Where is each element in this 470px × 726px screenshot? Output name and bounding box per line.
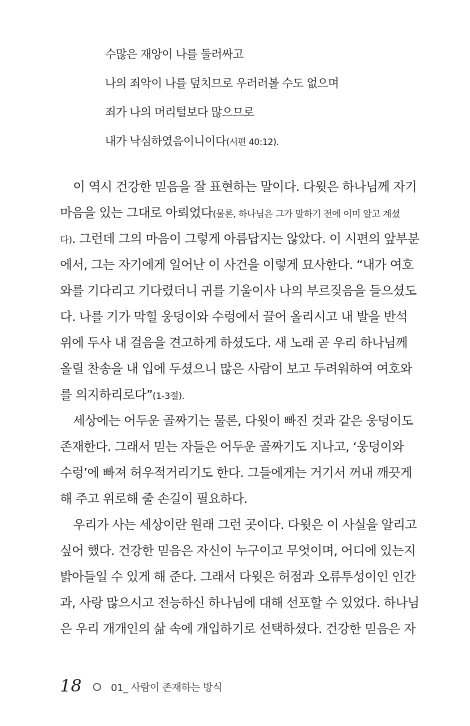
text-line: 밝아들일 수 있게 해 준다. 그래서 다윗은 허점과 오류투성이인 인간 <box>60 569 416 584</box>
quote-line: 죄가 나의 머리털보다 많으므로 <box>105 105 254 119</box>
body-text <box>60 178 420 646</box>
quote-line: 나의 죄악이 나를 덮치므로 우러러볼 수도 없으며 <box>105 76 339 90</box>
quote-line: 내가 낙심하였음이니이다(시편 40:12). <box>105 134 279 148</box>
text-line: 다. 나를 기가 막힐 웅덩이와 수렁에서 끌어 올리시고 내 발을 반석 <box>60 309 408 324</box>
page-number: 18 <box>60 676 82 697</box>
parenthetical-note: 다) <box>60 235 72 246</box>
text-line: 싶어 했다. 건강한 믿음은 자신이 누구이고 무엇이며, 어디에 있는지 <box>60 543 416 558</box>
text-line: 과, 사랑 많으시고 전능하신 하나님에 대해 선포할 수 있었다. 하나님 <box>60 595 420 610</box>
verse-reference: (1-3절). <box>152 391 185 402</box>
text-line: 를 의지하리로다”(1-3절). <box>60 387 185 402</box>
paragraph <box>60 412 412 507</box>
text-line: 이 역시 건강한 믿음을 잘 표현하는 말이다. 다윗은 하나님께 자기 <box>73 179 417 194</box>
quote-citation: (시편 40:12). <box>226 138 279 148</box>
text-line: 올릴 찬송을 내 입에 두셨으니 많은 사람이 보고 두려워하여 여호와 <box>60 361 412 376</box>
scripture-quote <box>105 47 425 163</box>
parenthetical-note: (물론, 하나님은 그가 말하기 전에 이미 알고 계셨 <box>212 209 400 220</box>
circle-bullet-icon <box>93 683 101 691</box>
text-line: 우리가 사는 세상이란 원래 그런 곳이다. 다윗은 이 사실을 알리고 <box>73 517 417 532</box>
running-chapter-title: 01_ 사람이 존재하는 방식 <box>110 683 223 694</box>
text-line: 수렁’에 빠져 허우적거리기도 한다. 그들에게는 거기서 꺼내 깨끗게 <box>60 465 412 480</box>
text-line: 해 주고 위로해 줄 손길이 필요하다. <box>60 491 248 506</box>
text-line: 와를 기다리고 기다렸더니 귀를 기울이사 나의 부르짖음을 들으셨도 <box>60 283 417 298</box>
page-footer <box>60 676 412 698</box>
text-line: 은 우리 개개인의 삶 속에 개입하기로 선택하셨다. 건강한 믿음은 자 <box>60 621 416 636</box>
text-line: 다). 그런데 그의 마음이 그렇게 아름답지는 않았다. 이 시편의 앞부분 <box>60 231 420 246</box>
text-line: 마음을 있는 그대로 아뢰었다(물론, 하나님은 그가 말하기 전에 이미 알고 계셨 <box>60 205 400 220</box>
paragraph <box>60 178 420 403</box>
text-line: 에서, 그는 자기에게 일어난 이 사건을 이렇게 묘사한다. “내가 여호 <box>60 257 414 272</box>
paragraph <box>60 516 420 637</box>
quote-line: 수많은 재앙이 나를 둘러싸고 <box>105 47 244 61</box>
text-line: 세상에는 어두운 골짜기는 물론, 다윗이 빠진 것과 같은 웅덩이도 <box>73 413 414 428</box>
text-line: 위에 두사 내 걸음을 견고하게 하셨도다. 새 노래 곧 우리 하나님께 <box>60 335 408 350</box>
text-line: 존재한다. 그래서 믿는 자들은 어두운 골짜기도 지나고, ‘웅덩이와 <box>60 439 404 454</box>
